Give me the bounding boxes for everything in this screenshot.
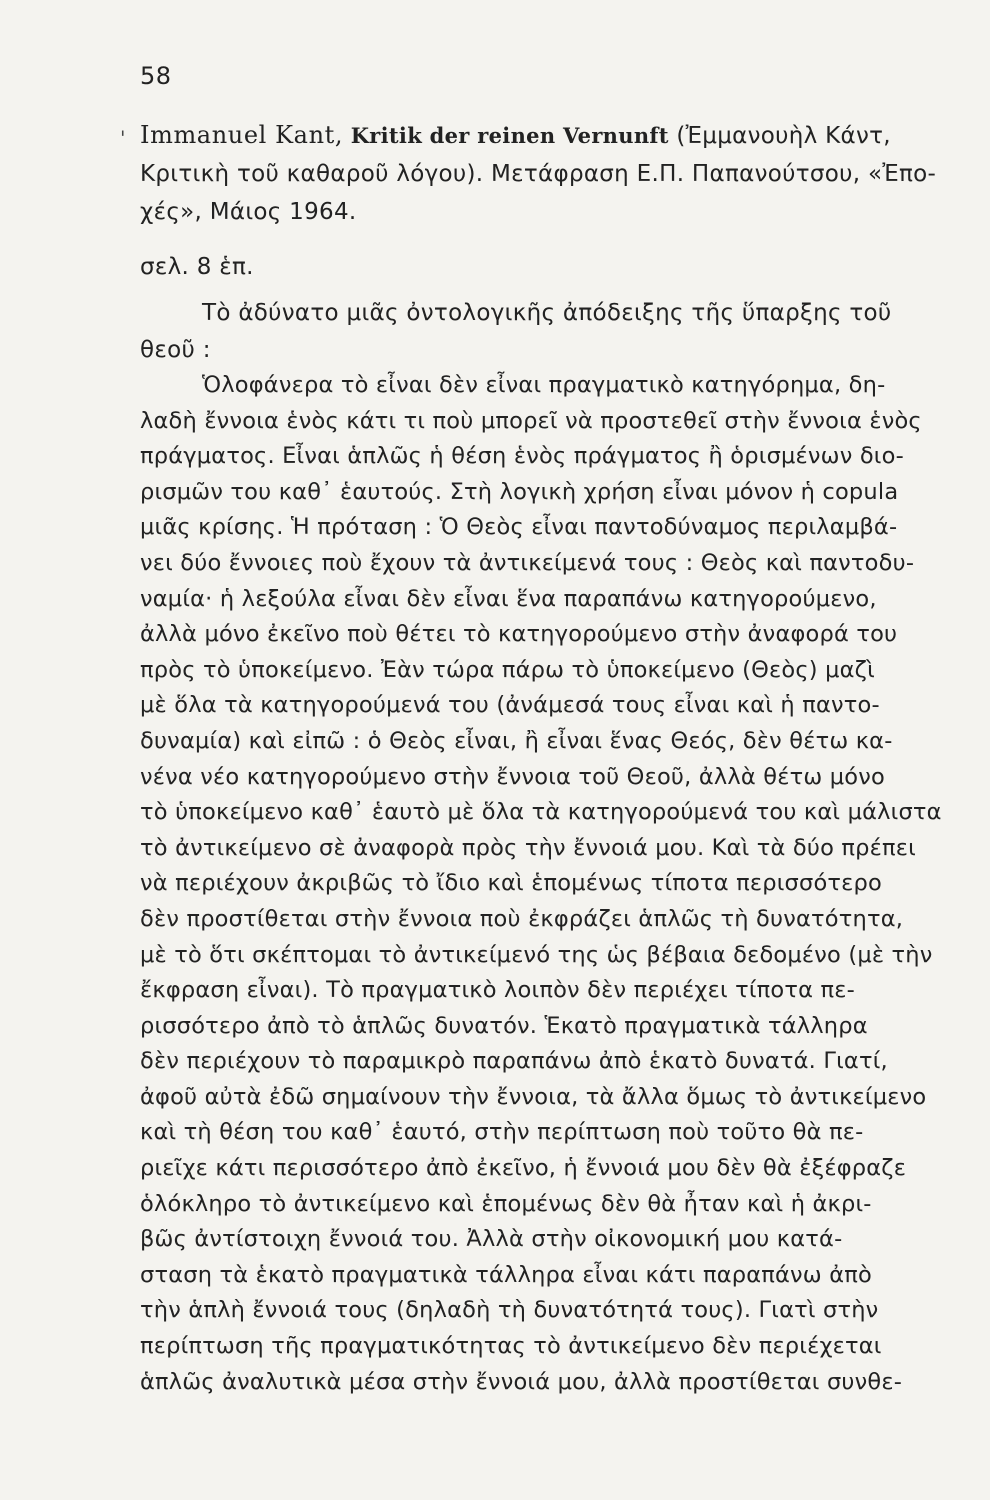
passage-line: ρισμῶν του καθ᾽ ἑαυτούς. Στὴ λογικὴ χρήση εἶναι μόνον ἡ copula [140,478,899,505]
margin-mark: ' [120,126,126,150]
passage-line: ἀφοῦ αὐτὰ ἐδῶ σημαίνουν τὴν ἔννοια, τὰ ἄλλα ὅμως τὸ ἀντικείμενο [140,1083,927,1110]
passage-line: ἁπλῶς ἀναλυτικὰ μέσα στὴν ἔννοιά μου, ἀλλὰ προστίθεται συνθε- [140,1368,903,1395]
passage-line: νένα νέο κατηγορούμενο στὴν ἔννοια τοῦ Θεοῦ, ἀλλὰ θέτω μόνο [140,763,885,790]
passage-line: τὸ ἀντικείμενο σὲ ἀναφορὰ πρὸς τὴν ἔννοιά μου. Καὶ τὰ δύο πρέπει [140,834,916,861]
passage-line: ἔκφραση εἶναι). Τὸ πραγματικὸ λοιπὸν δὲν περιέχει τίποτα πε- [140,977,855,1004]
reference-line-1 [140,116,978,155]
passage-line: ἀλλὰ μόνο ἐκεῖνο ποὺ θέτει τὸ κατηγορούμενο στὴν ἀναφορά του [140,621,898,648]
section-intro [140,295,978,369]
passage-line: καὶ τὴ θέση του καθ᾽ ἑαυτό, στὴν περίπτωση ποὺ τοῦτο θὰ πε- [140,1119,864,1146]
bibliographic-reference [140,116,978,231]
passage-line: ριεῖχε κάτι περισσότερο ἀπὸ ἐκεῖνο, ἡ ἔννοιά μου δὲν θὰ ἐξέφραζε [140,1155,907,1182]
passage-line: πρὸς τὸ ὑποκείμενο. Ἐὰν τώρα πάρω τὸ ὑποκείμενο (Θεὸς) μαζὶ [140,656,875,683]
passage-line: δὲν περιέχουν τὸ παραμικρὸ παραπάνω ἀπὸ ἑκατὸ δυνατά. Γιατί, [140,1048,888,1075]
passage-line: πράγματος. Εἶναι ἁπλῶς ἡ θέση ἑνὸς πράγματος ἢ ὁρισμένων διο- [140,443,904,470]
reference-line-2: Κριτικὴ τοῦ καθαροῦ λόγου). Μετάφραση Ε.Π. Παπανούτσου, «Ἐπο- [140,161,937,187]
reference-line-3: χές», Μάιος 1964. [140,199,357,225]
passage-line: περίπτωση τῆς πραγματικότητας τὸ ἀντικείμενο δὲν περιέχεται [140,1333,882,1360]
passage-line: ρισσότερο ἀπὸ τὸ ἁπλῶς δυνατόν. Ἑκατὸ πραγματικὰ τάλληρα [140,1012,868,1039]
reference-author: Immanuel Kant, [140,121,344,149]
passage-line: ὁλόκληρο τὸ ἀντικείμενο καὶ ἑπομένως δὲν θὰ ἦταν καὶ ἡ ἀκρι- [140,1190,872,1217]
passage-line: τὸ ὑποκείμενο καθ᾽ ἑαυτὸ μὲ ὅλα τὰ κατηγορούμενά του καὶ μάλιστα [140,799,942,826]
page-number: 58 [140,62,172,90]
passage-line: δὲν προστίθεται στὴν ἔννοια ποὺ ἐκφράζει ἁπλῶς τὴ δυνατότητα, [140,905,904,932]
passage-line: νει δύο ἔννοιες ποὺ ἔχουν τὰ ἀντικείμενά τους : Θεὸς καὶ παντοδυ- [140,549,915,576]
reference-work-title: Kritik der reinen Vernunft [350,123,669,148]
passage-line: μιᾶς κρίσης. Ἡ πρόταση : Ὁ Θεὸς εἶναι παντοδύναμος περιλαμβά- [140,514,898,541]
passage-line: μὲ ὅλα τὰ κατηγορούμενά του (ἀνάμεσά τους εἶναι καὶ ἡ παντο- [140,692,880,719]
quoted-passage [140,368,980,1400]
passage-line: λαδὴ ἔννοια ἑνὸς κάτι τι ποὺ μπορεῖ νὰ προστεθεῖ στὴν ἔννοια ἑνὸς [140,407,922,434]
reference-greek-title: (Ἐμμανουὴλ Κάντ, [668,123,891,149]
passage-line: Ὁλοφάνερα τὸ εἶναι δὲν εἶναι πραγματικὸ κατηγόρημα, δη- [202,372,886,398]
passage-line: βῶς ἀντίστοιχη ἔννοιά του. Ἀλλὰ στὴν οἰκονομική μου κατά- [140,1226,843,1253]
passage-line: σταση τὰ ἑκατὸ πραγματικὰ τάλληρα εἶναι κάτι παραπάνω ἀπὸ [140,1261,872,1288]
passage-line: μὲ τὸ ὅτι σκέπτομαι τὸ ἀντικείμενό της ὡς βέβαια δεδομένο (μὲ τὴν [140,941,933,968]
passage-line: νὰ περιέχουν ἀκριβῶς τὸ ἴδιο καὶ ἑπομένως τίποτα περισσότερο [140,870,882,897]
intro-line-2: θεοῦ : [140,337,211,363]
page-range: σελ. 8 ἑπ. [140,254,254,280]
passage-line: ναμία· ἡ λεξούλα εἶναι δὲν εἶναι ἕνα παραπάνω κατηγορούμενο, [140,585,877,612]
intro-line-1: Τὸ ἀδύνατο μιᾶς ὀντολογικῆς ἀπόδειξης τῆς ὕπαρξης τοῦ [202,300,892,326]
passage-line: δυναμία) καὶ εἰπῶ : ὁ Θεὸς εἶναι, ἢ εἶναι ἕνας Θεός, δὲν θέτω κα- [140,727,893,754]
passage-line: τὴν ἁπλὴ ἔννοιά τους (δηλαδὴ τὴ δυνατότητά τους). Γιατὶ στὴν [140,1297,879,1324]
